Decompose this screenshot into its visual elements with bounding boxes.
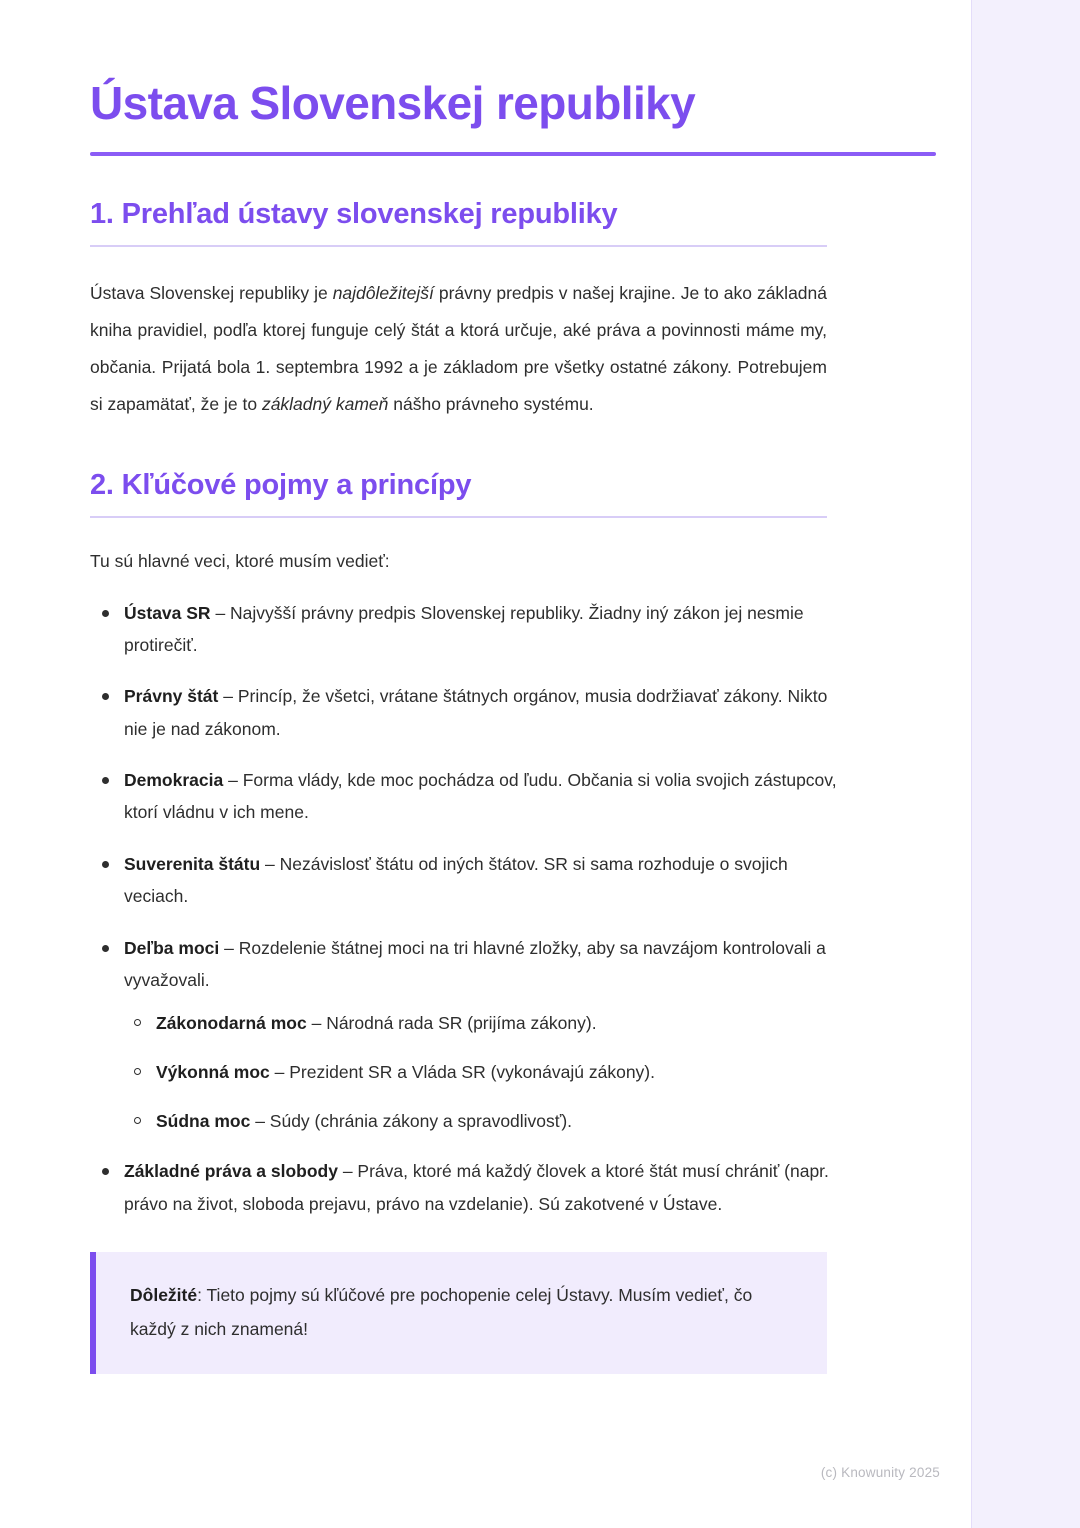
sub-list-item: [124, 1057, 850, 1088]
sub-list-item: [124, 1008, 850, 1039]
subterm-label: Výkonná moc: [156, 1061, 270, 1082]
term-label: Právny štát: [124, 686, 219, 707]
document-content: [90, 0, 940, 1528]
list-item: [90, 1155, 850, 1220]
section-divider-1: [90, 245, 827, 247]
subterm-description: – Súdy (chránia zákony a spravodlivosť).: [250, 1110, 573, 1131]
sub-list-item: [124, 1106, 850, 1137]
title-divider: [90, 152, 936, 156]
powers-sublist: [124, 1008, 850, 1136]
callout-text: : Tieto pojmy sú kľúčové pre pochopenie celej Ústavy. Musím vedieť, čo každý z nich znamená!: [130, 1284, 753, 1340]
term-label: Základné práva a slobody: [124, 1161, 338, 1182]
term-label: Suverenita štátu: [124, 853, 261, 874]
term-description: – Práva, ktoré má každý človek a ktoré štát musí chrániť (napr. právo na život, sloboda prejavu, právo na vzdelanie). Sú zakotvené v Ústave.: [124, 1161, 829, 1214]
section-overview: [90, 198, 940, 423]
page-title: Ústava Slovenskej republiky: [90, 77, 696, 129]
subterm-description: – Národná rada SR (prijíma zákony).: [306, 1013, 597, 1034]
section-heading-1: 1. Prehľad ústavy slovenskej republiky: [90, 197, 618, 230]
term-description: – Najvyšší právny predpis Slovenskej republiky. Žiadny iný zákon jej nesmie protirečiť.: [124, 602, 804, 655]
section-divider-2: [90, 516, 827, 518]
term-description: – Princíp, že všetci, vrátane štátnych orgánov, musia dodržiavať zákony. Nikto nie je nad zákonom.: [124, 686, 828, 739]
paragraph-part-3: nášho právneho systému.: [388, 393, 594, 414]
term-description: – Forma vlády, kde moc pochádza od ľudu. Občania si volia svojich zástupcov, ktorí vládnu v ich mene.: [124, 770, 837, 823]
emphasis-zakladny-kamen: základný kameň: [261, 393, 389, 414]
list-item: [90, 932, 850, 1137]
term-label: Deľba moci: [124, 937, 220, 958]
subterm-description: – Prezident SR a Vláda SR (vykonávajú zákony).: [269, 1061, 655, 1082]
list-item: [90, 680, 850, 745]
important-callout: [90, 1252, 827, 1374]
paragraph-part-1: Ústava Slovenskej republiky je: [90, 282, 333, 303]
section-1-paragraph: [90, 275, 827, 423]
page-side-band: [971, 0, 1080, 1528]
section-key-terms: [90, 469, 940, 1374]
subterm-label: Zákonodarná moc: [156, 1013, 307, 1034]
paragraph-part-2: právny predpis v našej krajine. Je to ako základná kniha pravidiel, podľa ktorej funguje celý štát a ktorá určuje, aké práva a povinnosti máme my, občania. Prijatá bola 1. septembra 1992 a je základom pre všetky ostatné zákony. Potrebujem si zapamätať, že je to: [90, 282, 828, 414]
callout-label: Dôležité: [130, 1284, 198, 1305]
footer-copyright: (c) Knowunity 2025: [820, 1465, 940, 1480]
section-heading-2: 2. Kľúčové pojmy a princípy: [90, 468, 472, 501]
term-description: – Rozdelenie štátnej moci na tri hlavné zložky, aby sa navzájom kontrolovali a vyvažovali.: [124, 937, 826, 990]
subterm-label: Súdna moc: [156, 1110, 251, 1131]
key-terms-list: [90, 597, 850, 1220]
term-label: Ústava SR: [124, 602, 211, 623]
emphasis-najdolezitejsi: najdôležitejší: [332, 282, 434, 303]
term-description: – Nezávislosť štátu od iných štátov. SR si sama rozhoduje o svojich veciach.: [124, 853, 788, 907]
term-label: Demokracia: [124, 770, 224, 791]
list-item: [90, 597, 850, 662]
list-item: [90, 848, 850, 913]
list-item: [90, 764, 850, 829]
section-2-intro: Tu sú hlavné veci, ktoré musím vedieť:: [90, 550, 390, 571]
